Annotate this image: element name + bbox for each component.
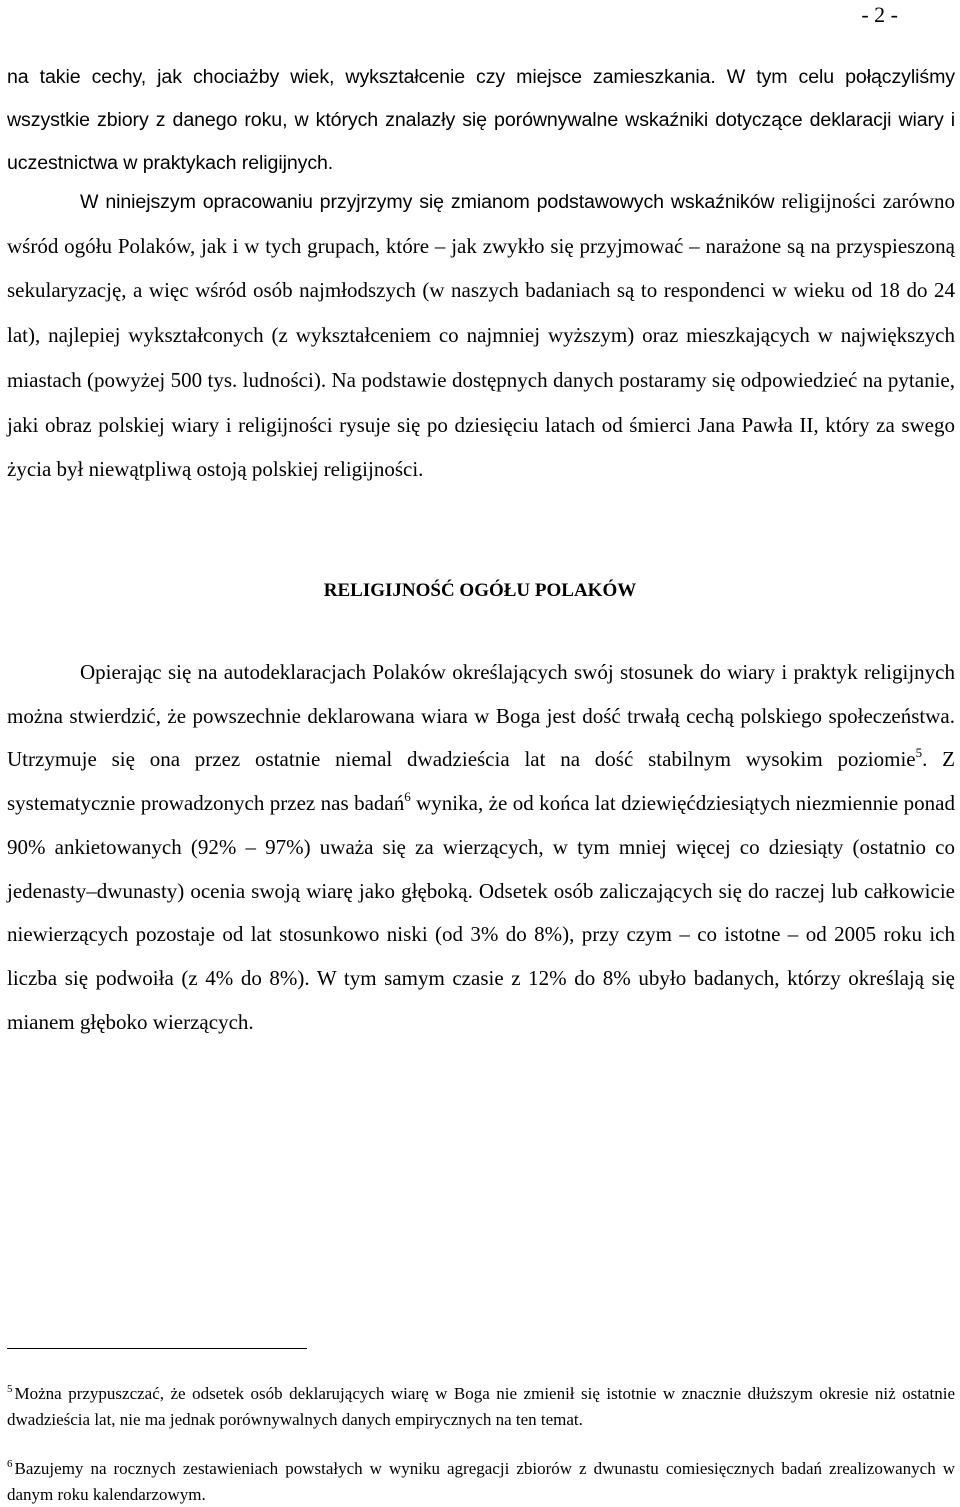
section-paragraph: [7, 651, 955, 1044]
footnote-5: [7, 1381, 955, 1432]
footnote-6: [7, 1456, 955, 1507]
page-number: - 2 -: [861, 2, 898, 27]
section-text-2: . Z systematycznie prowadzonych przez nas badań: [7, 747, 955, 816]
footnote-ref-5[interactable]: 5: [915, 745, 923, 761]
footnote-5-mark: 5: [7, 1383, 13, 1395]
footnote-divider: [7, 1348, 307, 1349]
section-heading: RELIGIJNOŚĆ OGÓŁU POLAKÓW: [323, 580, 637, 601]
footnote-ref-6[interactable]: 6: [404, 789, 411, 805]
intro-paragraph-2: [7, 180, 955, 493]
footnote-6-mark: 6: [7, 1458, 13, 1470]
section-text-3: wynika, że od końca lat dziewięćdziesiątych niezmiennie ponad 90% ankietowanych (92% – 97%) uważa się za wierzących, w tym mniej więcej co dziesiąty (ostatnio co jedenasty–dwunasty) ocenia swoją wiarę jako głęboką. Odsetek osób zaliczających się do raczej lub całkowicie niewierzących pozostaje od lat stosunkowo niski (od 3% do 8%), przy czym – co istotne – od 2005 roku ich liczba się podwoiła (z 4% do 8%). W tym samym czasie z 12% do 8% ubyło badanych, którzy określają się mianem głęboko wierzących.: [7, 791, 955, 1034]
intro-paragraph-1: na takie cechy, jak chociażby wiek, wykształcenie czy miejsce zamieszkania. W tym celu połączyliśmy wszystkie zbiory z danego roku, w których znalazły się porównywalne wskaźniki dotyczące deklaracji wiary i uczestnictwa w praktykach religijnych.: [7, 66, 955, 174]
section-text-1: Opierając się na autodeklaracjach Polaków określających swój stosunek do wiary i praktyk religijnych można stwierdzić, że powszechnie deklarowana wiara w Boga jest dość trwałą cechą polskiego społeczeństwa. Utrzymuje się ona przez ostatnie niemal dwadzieścia lat na dość stabilnym wysokim poziomie: [7, 660, 955, 772]
intro-paragraph-2-lead: W niniejszym opracowaniu przyjrzymy się zmianom podstawowych wskaźników: [80, 191, 775, 213]
intro-paragraph-2-body: religijności zarówno wśród ogółu Polaków, jak i w tych grupach, które – jak zwykło się przyjmować – narażone są na przyspieszoną sekularyzację, a więc wśród osób najmłodszych (w naszych badaniach są to respondenci w wieku od 18 do 24 lat), najlepiej wykształconych (z wykształceniem co najmniej wyższym) oraz mieszkających w największych miastach (powyżej 500 tys. ludności). Na podstawie dostępnych danych postaramy się odpowiedzieć na pytanie, jaki obraz polskiej wiary i religijności rysuje się po dziesięciu latach od śmierci Jana Pawła II, który za swego życia był niewątpliwą ostoją polskiej religijności.: [7, 189, 955, 482]
footnote-5-text: Można przypuszczać, że odsetek osób deklarujących wiarę w Boga nie zmienił się istotnie w znacznie dłuższym okresie niż ostatnie dwadzieścia lat, nie ma jednak porównywalnych danych empirycznych na ten temat.: [7, 1384, 955, 1429]
footnote-6-text: Bazujemy na rocznych zestawieniach powstałych w wyniku agregacji zbiorów z dwunastu comiesięcznych badań zrealizowanych w danym roku kalendarzowym.: [7, 1459, 955, 1504]
